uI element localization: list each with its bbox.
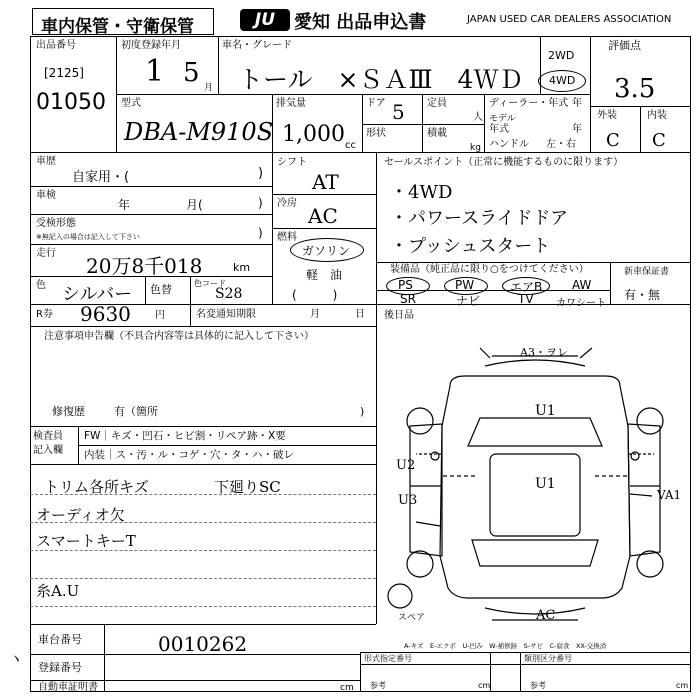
equip-pw: PW (455, 278, 475, 292)
registration-label: 初度登録年月 (121, 40, 181, 51)
note-line-1: トリム各所キズ (44, 478, 149, 496)
load-unit: kg (470, 143, 481, 153)
inspector-label: 検査員 記入欄 (33, 431, 63, 456)
later-docs-label: 後日品 (384, 310, 414, 321)
note-line-3: オーディオ欠 (36, 506, 125, 524)
equip-tv: TV (518, 292, 534, 306)
registration-year: 1 (145, 54, 165, 89)
drive-2wd: 2WD (548, 49, 575, 62)
note-line-5: 糸A.U (36, 582, 80, 600)
capacity-unit: 人 (473, 112, 483, 123)
color-code: S28 (215, 286, 243, 302)
color-label: 色 (36, 280, 46, 291)
sales-point-3: ・プッシュスタート (390, 236, 551, 257)
registration-month-unit: 月 (204, 83, 214, 93)
damage-legend: A-キズ E-エクボ U-凹み W-補修跡 S-サビ C-腐食 XX-交換済 (404, 642, 607, 650)
lot-label: 出品番号 (36, 40, 76, 51)
fuel-diesel: 軽 油 (306, 268, 343, 282)
ac-label: 冷房 (277, 198, 297, 209)
dealer-label: ディーラー・年式 (489, 98, 569, 109)
doors-value: 5 (392, 100, 405, 124)
storage-label-box (32, 8, 214, 35)
dealer-year-unit: 年 (572, 98, 582, 109)
class-number-label: 類別区分番号 (524, 654, 572, 663)
class-ref: 参考 (530, 681, 546, 690)
sales-point-2: ・パワースライドドア (390, 208, 569, 229)
repair-close: ) (360, 405, 365, 418)
reg-number-label: 登録番号 (38, 661, 82, 674)
dealer-model-year-label: モデル (489, 114, 516, 124)
spare-label: スペア (398, 613, 426, 623)
katashiki-cert-label: 形式指定番号 (364, 654, 412, 663)
org-english: JAPAN USED CAR DEALERS ASSOCIATION (467, 14, 672, 25)
capacity-label: 定員 (427, 98, 447, 109)
damage-left2: U3 (398, 493, 418, 508)
displacement-unit: cc (345, 140, 356, 151)
new-warranty-label: 新車保証書 (624, 267, 670, 277)
rating-interior: C (652, 130, 666, 151)
handle-options: 左・右 (546, 139, 576, 150)
note-line-2: 下廻りSC (214, 478, 281, 496)
katashiki-ref: 参考 (370, 681, 386, 690)
class-unit: cm (676, 681, 689, 690)
r-ken-value: 9630 (80, 302, 131, 326)
name-change-label: 名変通知期限 (196, 309, 256, 320)
rating-exterior-label: 外装 (597, 110, 617, 121)
load-label: 積載 (427, 128, 447, 139)
ac-value: AC (308, 204, 338, 228)
dealer-model-year2: 年式 (489, 124, 509, 135)
model-value: DBA-M910S (124, 118, 274, 146)
r-ken-label: R券 (36, 309, 53, 320)
inspection-year: 年 (118, 198, 131, 212)
inspector-row2: 内装｜ス・汚・ル・コゲ・穴・タ・ハ・破レ (84, 449, 294, 461)
dealer-model-year-unit: 年 (572, 124, 582, 135)
inspection-month: 月( (186, 198, 203, 212)
damage-mid: U1 (535, 403, 556, 419)
fuel-label: 燃料 (277, 232, 297, 243)
inspection-close: ) (258, 196, 263, 210)
fuel-gas: ガソリン (302, 244, 351, 258)
stray-mark: ヽ (8, 649, 25, 668)
new-warranty-options: 有・無 (624, 288, 661, 302)
equip-airbag: エアB (510, 280, 543, 294)
sales-point-1: ・4WD (390, 182, 453, 203)
history-close: ) (258, 166, 264, 181)
storage-label: 車内保管・守衛保管 (41, 17, 194, 37)
rating-exterior: C (606, 130, 620, 151)
damage-left1: U2 (396, 458, 416, 473)
equipment-label: 装備品（純正品に限り○をつけてください） (390, 264, 589, 275)
cert-number-label: 自動車証明書 (38, 682, 98, 693)
model-grade-value: トール ×ＳＡⅢ 4ＷＤ (238, 65, 524, 94)
notes-label: 注意事項申告欄（不具合内容等は具体的に記入して下さい） (44, 331, 314, 342)
drive-4wd: 4WD (549, 74, 576, 87)
repair-label: 修復歴 (52, 405, 85, 418)
sales-points-label: セールスポイント（正常に機能するものに限ります） (384, 157, 624, 168)
rating-interior-label: 内装 (647, 110, 667, 121)
org-name: 愛知 出品申込書 (294, 12, 427, 33)
damage-top: A3・ヲレ (520, 346, 568, 359)
repair-value: 有（箇所 (114, 405, 158, 418)
damage-right: VA1 (657, 488, 682, 502)
displacement-value: 1,000 (282, 122, 345, 147)
shift-value: AT (312, 170, 339, 194)
registration-month: 5 (183, 58, 200, 88)
equip-navi: ナビ (456, 294, 481, 308)
r-ken-unit: 円 (155, 310, 165, 321)
equip-sr: SR (400, 292, 416, 306)
color-change-label: 色替 (150, 283, 172, 296)
inspection-label: 車検 (36, 190, 56, 201)
damage-bottom: AC (536, 608, 556, 623)
shape-label: 形状 (366, 128, 386, 139)
katashiki-unit: cm (478, 681, 491, 690)
history-label: 車歴 (36, 156, 56, 167)
name-change-month: 月 (310, 309, 320, 320)
inspector-row1: FW｜キズ・凹石・ヒビ割・リペア跡・X要 (84, 430, 286, 442)
name-change-day: 日 (355, 309, 365, 320)
note-line-4: スマートキーT (36, 532, 136, 550)
rating-score: 3.5 (614, 74, 656, 104)
model-label: 型式 (121, 98, 141, 109)
logo-text: JU (254, 10, 276, 30)
color-value: シルバー (62, 284, 133, 305)
mileage-label: 走行 (36, 248, 56, 259)
shift-label: シフト (277, 157, 307, 168)
lot-number: 01050 (36, 90, 106, 115)
received-label: 受検形態 (36, 218, 76, 229)
color-code-label: 色コード (194, 279, 226, 288)
cert-number-unit: cm (340, 683, 354, 693)
rating-label: 評価点 (608, 39, 641, 52)
history-value: 自家用・( (72, 170, 130, 185)
equip-seat: カワシート (556, 298, 606, 309)
model-grade-label: 車名・グレード (222, 40, 292, 51)
equip-aw: AW (572, 278, 592, 292)
received-note: ※無記入の場合は記入して下さい (36, 233, 140, 241)
mileage-unit: km (233, 261, 251, 274)
logo-icon (240, 9, 290, 31)
displacement-label: 排気量 (276, 98, 306, 109)
fuel-paren: ( ) (292, 288, 338, 302)
doors-label: ドア (366, 98, 386, 109)
mileage-value: 20万8千018 (86, 254, 203, 278)
lot-sub-number: [2125] (44, 66, 84, 80)
handle-label: ハンドル (489, 139, 529, 150)
equip-ps: PS (398, 278, 413, 292)
damage-roof: U1 (535, 476, 556, 492)
received-close: ) (258, 226, 263, 240)
chassis-label: 車台番号 (38, 633, 82, 646)
chassis-value: 0010262 (158, 632, 248, 656)
